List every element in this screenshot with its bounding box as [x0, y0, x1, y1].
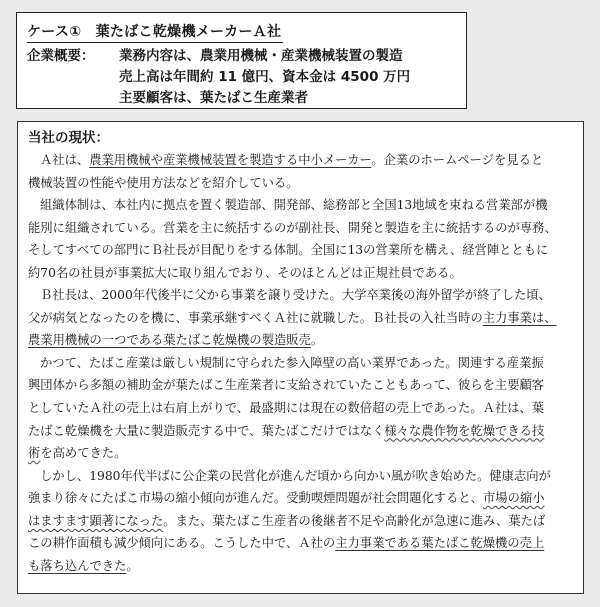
- text-segment: かつて、たばこ産業は厳しい規制に守られた参入障壁の高い業界であった。関連する産業振: [40, 355, 544, 370]
- overview-line: 業務内容は、農業用機械・産業機械装置の製造: [119, 48, 403, 64]
- text-segment: 強まり徐々にたばこ市場の縮小傾向が進んだ。受動喫煙問題が社会問題化すると、: [28, 491, 483, 506]
- text-segment: 。: [310, 333, 324, 348]
- text-line: [28, 239, 573, 262]
- overview-line: 売上高は年間約 11 億円、資本金は 4500 万円: [119, 69, 411, 85]
- text-segment: 能別に組織されている。営業を主に統括するのが副社長、開発と製造を主に統括するのが専務、: [28, 220, 557, 235]
- text-segment: 。また、葉たばこ生産者の後継者不足や高齢化が急速に進み、葉たば: [163, 513, 546, 528]
- text-line: [28, 194, 573, 217]
- text-line: [28, 397, 573, 420]
- text-line: [28, 307, 573, 330]
- text-segment: そしてすべての部門にＢ社長が目配りをする体制。全国に13の営業所を構え、経営陣とともに: [28, 243, 549, 258]
- text-line: [28, 442, 573, 465]
- underlined-phrase: 様々な農作物を乾燥できる技: [384, 423, 545, 438]
- text-segment: 機械装置の性能や使用方法などを紹介している。: [28, 175, 299, 190]
- underlined-phrase: 農業用機械の一つである葉たばこ乾燥機の製造販売: [28, 333, 311, 348]
- text-segment: 父が病気となったのを機に、事業承継すべくＡ社に就職した。Ｂ社長の入社当時の: [28, 310, 483, 325]
- underlined-phrase: 術: [28, 446, 41, 461]
- text-segment: 約70名の社員が事業拡大に取り組んでおり、そのほとんどは正規社員である。: [28, 265, 462, 280]
- text-line: [28, 465, 573, 488]
- text-line: [28, 510, 573, 533]
- overview-lines: [119, 46, 466, 109]
- text-segment: この耕作面積も減少傾向にある。こうした中で、Ａ社の: [28, 536, 336, 551]
- text-line: [28, 374, 573, 397]
- text-line: [28, 262, 573, 285]
- underlined-phrase: 農業用機械や産業機械装置を製造する中小メーカー: [89, 153, 372, 167]
- text-line: [28, 487, 573, 510]
- text-line: [28, 532, 573, 555]
- text-segment: たばこ乾燥機を大量に製造販売する中で、葉たばこだけではなく: [28, 423, 385, 438]
- company-overview: [27, 46, 466, 109]
- text-segment: としていたＡ社の売上は右肩上がりで、最盛期には現在の数倍超の売上であった。Ａ社は、葉: [28, 401, 545, 416]
- text-segment: 。企業のホームページを見ると: [371, 153, 544, 167]
- underlined-phrase: はますます顕著になった: [28, 513, 164, 528]
- text-line: [28, 555, 573, 578]
- underlined-phrase: 市場の縮小: [483, 491, 545, 506]
- text-segment: を高めてきた。: [40, 446, 127, 461]
- text-segment: しかし、1980年代半ばに公企業の民営化が進んだ頃から向かい風が吹き始めた。健康志向が: [40, 468, 551, 483]
- text-segment: Ｂ社長は、2000年代後半に父から事業を譲り受けた。大学卒業後の海外留学が終了した頃、: [40, 288, 551, 303]
- section-heading: 当社の現状：: [28, 130, 109, 146]
- text-segment: 興団体から多額の補助金が葉たばこ生産業者に支給されていたこともあって、彼らを主要顧客: [28, 378, 545, 393]
- text-line: [28, 329, 573, 352]
- text-line: [28, 352, 573, 375]
- body-text: [28, 149, 573, 577]
- text-segment: Ａ社は、: [40, 153, 90, 167]
- text-line: [28, 284, 573, 307]
- underlined-phrase: 主力事業は、: [482, 310, 557, 325]
- underlined-phrase: も落ち込んできた: [28, 558, 127, 573]
- case-title: ケース① 葉たばこ乾燥機メーカーＡ社: [27, 23, 283, 43]
- text-segment: 組織体制は、本社内に拠点を置く製造部、開発部、総務部と全国13地域を束ねる営業部が機: [40, 198, 548, 213]
- current-situation-box: [17, 121, 584, 594]
- underlined-phrase: 主力事業である葉たばこ乾燥機の売上: [335, 536, 545, 551]
- case-summary-box: [16, 12, 467, 109]
- text-segment: 。: [126, 558, 139, 573]
- overview-line: 主要顧客は、葉たばこ生産業者: [119, 90, 308, 106]
- overview-label: 企業概要：: [27, 48, 95, 64]
- text-line: [28, 172, 573, 195]
- text-line: [28, 149, 573, 172]
- text-line: [28, 217, 573, 240]
- text-line: [28, 420, 573, 443]
